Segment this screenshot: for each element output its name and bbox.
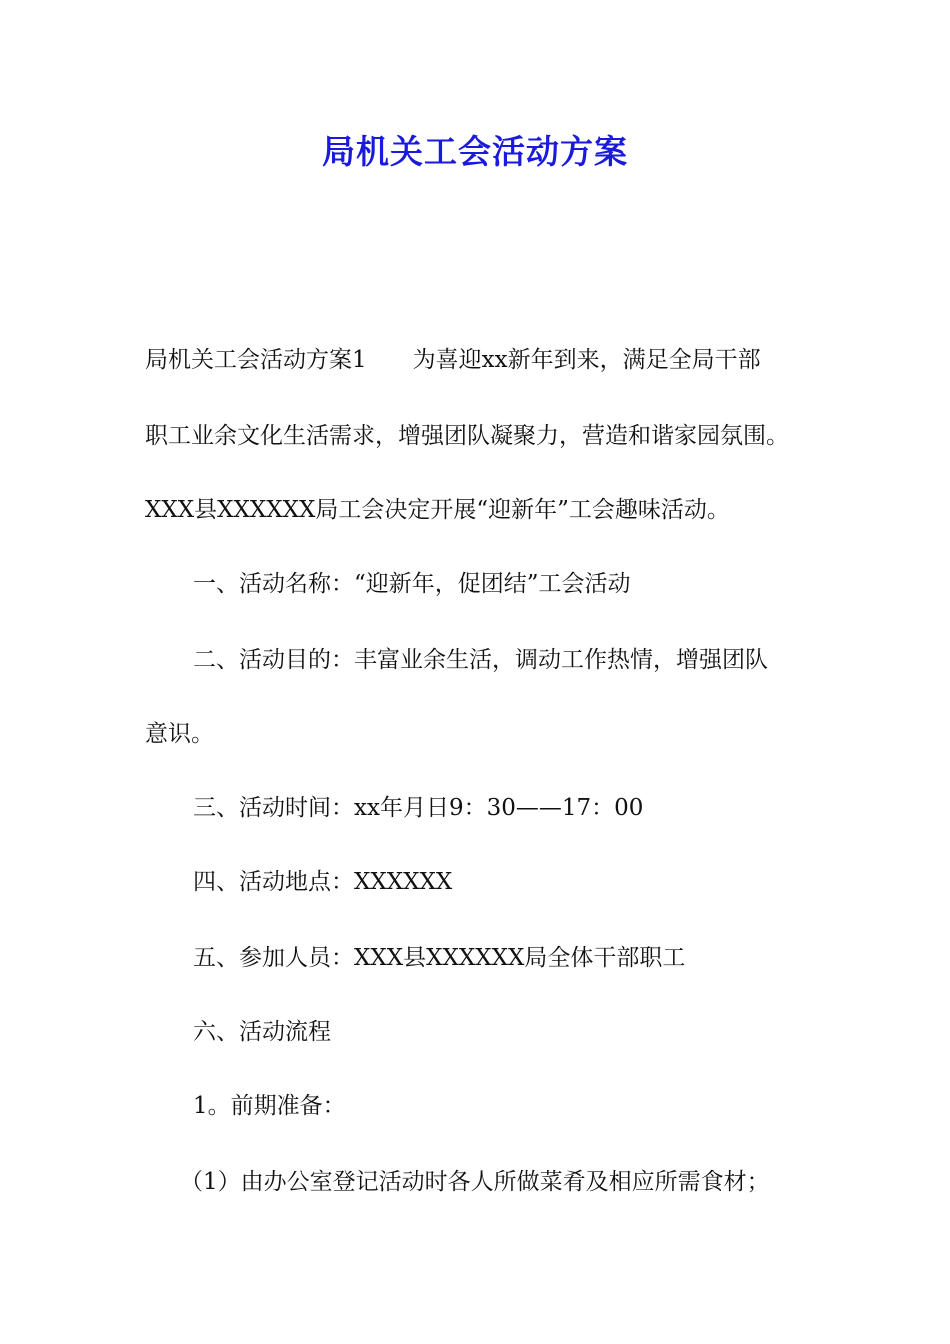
- section-heading: 二、活动目的：丰富业余生活，调动工作热情，增强团队: [193, 647, 768, 673]
- paragraph-line: 局机关工会活动方案1 为喜迎xx新年到来，满足全局干部: [145, 347, 761, 373]
- section-heading: 一、活动名称：“迎新年，促团结”工会活动: [193, 571, 631, 597]
- section-heading: 五、参加人员：XXX县XXXXXX局全体干部职工: [193, 945, 686, 971]
- section-heading: 四、活动地点：XXXXXX: [193, 869, 453, 895]
- paragraph-line: XXX县XXXXXX局工会决定开展“迎新年”工会趣味活动。: [145, 497, 730, 523]
- list-item: （1）由办公室登记活动时各人所做菜肴及相应所需食材；: [180, 1169, 770, 1195]
- document-title: 局机关工会活动方案: [322, 132, 628, 171]
- section-heading: 三、活动时间：xx年月日9：30——17：00: [193, 795, 644, 821]
- list-item: 1。前期准备：: [193, 1093, 346, 1119]
- section-heading: 六、活动流程: [193, 1019, 331, 1045]
- paragraph-line: 意识。: [145, 721, 214, 747]
- paragraph-line: 职工业余文化生活需求，增强团队凝聚力，营造和谐家园氛围。: [145, 423, 789, 449]
